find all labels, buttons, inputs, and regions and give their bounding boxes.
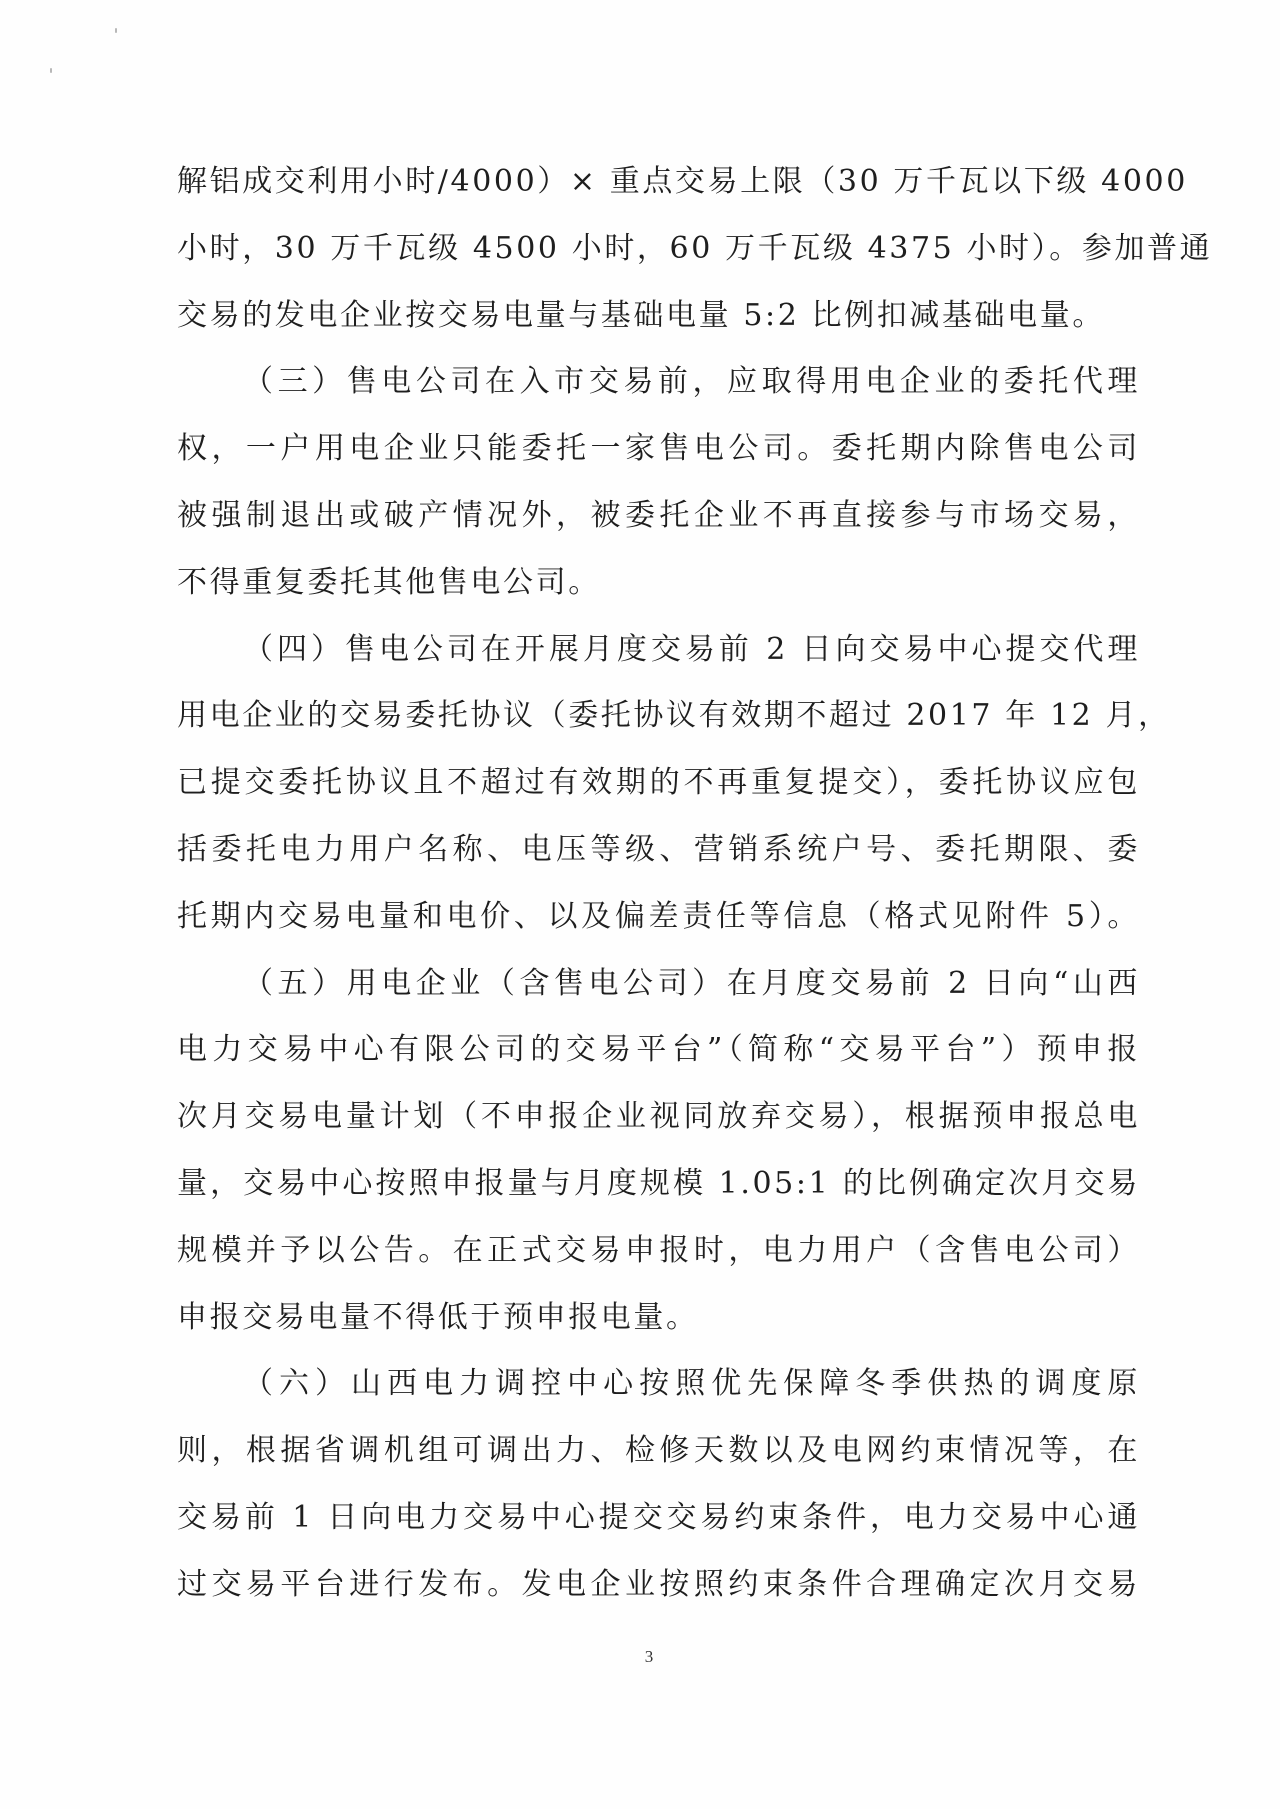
text-line: 则，根据省调机组可调出力、检修天数以及电网约束情况等，在 — [177, 1433, 1140, 1468]
text-line: 托期内交易电量和电价、以及偏差责任等信息（格式见附件 5）。 — [177, 899, 1140, 934]
scan-speck — [50, 68, 52, 73]
text-line: 被强制退出或破产情况外，被委托企业不再直接参与市场交易， — [177, 498, 1140, 533]
scan-speck — [115, 28, 117, 33]
text-line: 交易前 1 日向电力交易中心提交交易约束条件，电力交易中心通 — [177, 1500, 1140, 1535]
text-line: 过交易平台进行发布。发电企业按照约束条件合理确定次月交易 — [177, 1567, 1140, 1602]
text-line: 括委托电力用户名称、电压等级、营销系统户号、委托期限、委 — [177, 832, 1140, 867]
text-line: 交易的发电企业按交易电量与基础电量 5:2 比例扣减基础电量。 — [177, 298, 1105, 333]
text-line: 申报交易电量不得低于预申报电量。 — [177, 1300, 699, 1335]
text-line: 权，一户用电企业只能委托一家售电公司。委托期内除售电公司 — [177, 431, 1140, 466]
text-line: 电力交易中心有限公司的交易平台”（简称“交易平台”）预申报 — [177, 1032, 1140, 1067]
text-line: 已提交委托协议且不超过有效期的不再重复提交），委托协议应包 — [177, 765, 1140, 800]
text-line: 次月交易电量计划（不申报企业视同放弃交易），根据预申报总电 — [177, 1099, 1140, 1134]
paragraph-start-3: （三）售电公司在入市交易前，应取得用电企业的委托代理 — [243, 364, 1140, 399]
paragraph-start-6: （六）山西电力调控中心按照优先保障冬季供热的调度原 — [243, 1366, 1140, 1401]
text-line: 量，交易中心按照申报量与月度规模 1.05:1 的比例确定次月交易 — [177, 1166, 1140, 1201]
text-line: 解铝成交利用小时/4000）× 重点交易上限（30 万千瓦以下级 4000 — [177, 164, 1188, 199]
paragraph-start-4: （四）售电公司在开展月度交易前 2 日向交易中心提交代理 — [243, 632, 1140, 667]
text-line: 不得重复委托其他售电公司。 — [177, 565, 601, 600]
text-line: 用电企业的交易委托协议（委托协议有效期不超过 2017 年 12 月， — [177, 698, 1171, 733]
page-number: 3 — [644, 1647, 654, 1666]
text-line: 小时，30 万千瓦级 4500 小时，60 万千瓦级 4375 小时）。参加普通 — [177, 231, 1213, 266]
text-line: 规模并予以公告。在正式交易申报时，电力用户（含售电公司） — [177, 1233, 1140, 1268]
paragraph-start-5: （五）用电企业（含售电公司）在月度交易前 2 日向“山西 — [243, 966, 1140, 1001]
